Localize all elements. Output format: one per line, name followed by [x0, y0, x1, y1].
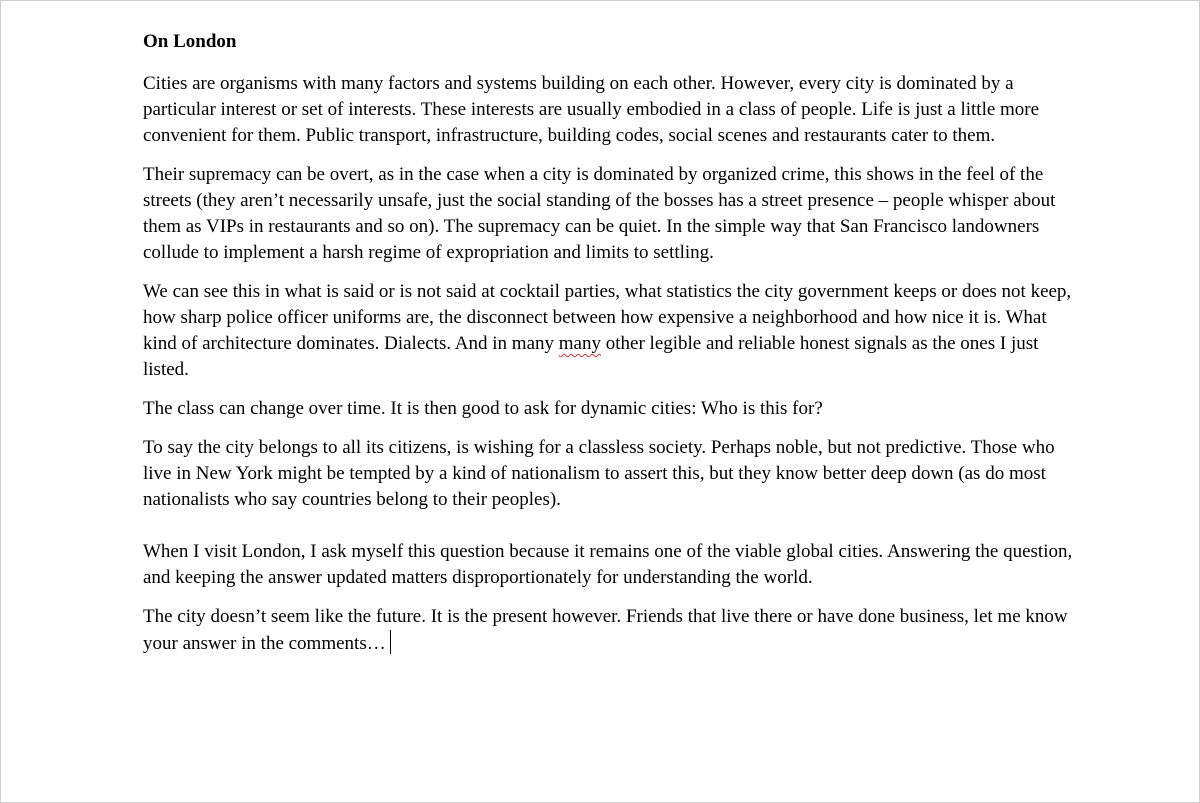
paragraph-7[interactable]	[143, 604, 1073, 657]
paragraph-6[interactable]: When I visit London, I ask myself this question because it remains one of the viable global cities. Answering the question, and keeping the answer updated matters disproportionately for understanding the world.	[143, 541, 1073, 588]
paragraph-4[interactable]: The class can change over time. It is then good to ask for dynamic cities: Who is this for?	[143, 398, 823, 419]
paragraph-7-text: The city doesn’t seem like the future. It is the present however. Friends that live there or have done business, let me know your answer in the comments…	[143, 606, 1068, 654]
spellcheck-flagged-word[interactable]: many	[558, 333, 601, 354]
document-body[interactable]	[143, 29, 1073, 670]
paragraph-3-text-after: other legible and reliable honest signals as the ones I just listed.	[143, 333, 1039, 380]
paragraph-1[interactable]: Cities are organisms with many factors and systems building on each other. However, every city is dominated by a particular interest or set of interests. These interests are usually embodied in a class of people. Life is just a little more convenient for them. Public transport, infrastructure, building codes, social scenes and restaurants cater to them.	[143, 73, 1040, 146]
paragraph-3[interactable]	[143, 279, 1073, 383]
document-title[interactable]: On London	[143, 31, 237, 52]
paragraph-3-text-before: We can see this in what is said or is not said at cocktail parties, what statistics the city government keeps or does not keep, how sharp police officer uniforms are, the disconnect between how expensive a neighborhood and how nice it is. What kind of architecture dominates. Dialects. And in many	[143, 281, 1072, 354]
paragraph-5[interactable]: To say the city belongs to all its citizens, is wishing for a classless society. Perhaps noble, but not predictive. Those who live in New York might be tempted by a kind of nationalism to assert this, but they know better deep down (as do most nationalists who say countries belong to their peoples).	[143, 437, 1055, 510]
text-cursor	[390, 630, 391, 654]
paragraph-2[interactable]: Their supremacy can be overt, as in the case when a city is dominated by organized crime, this shows in the feel of the streets (they aren’t necessarily unsafe, just the social standing of the bosses has a street presence – people whisper about them as VIPs in restaurants and so on). The supremacy can be quiet. In the simple way that San Francisco landowners collude to implement a harsh regime of expropriation and limits to settling.	[143, 164, 1056, 263]
